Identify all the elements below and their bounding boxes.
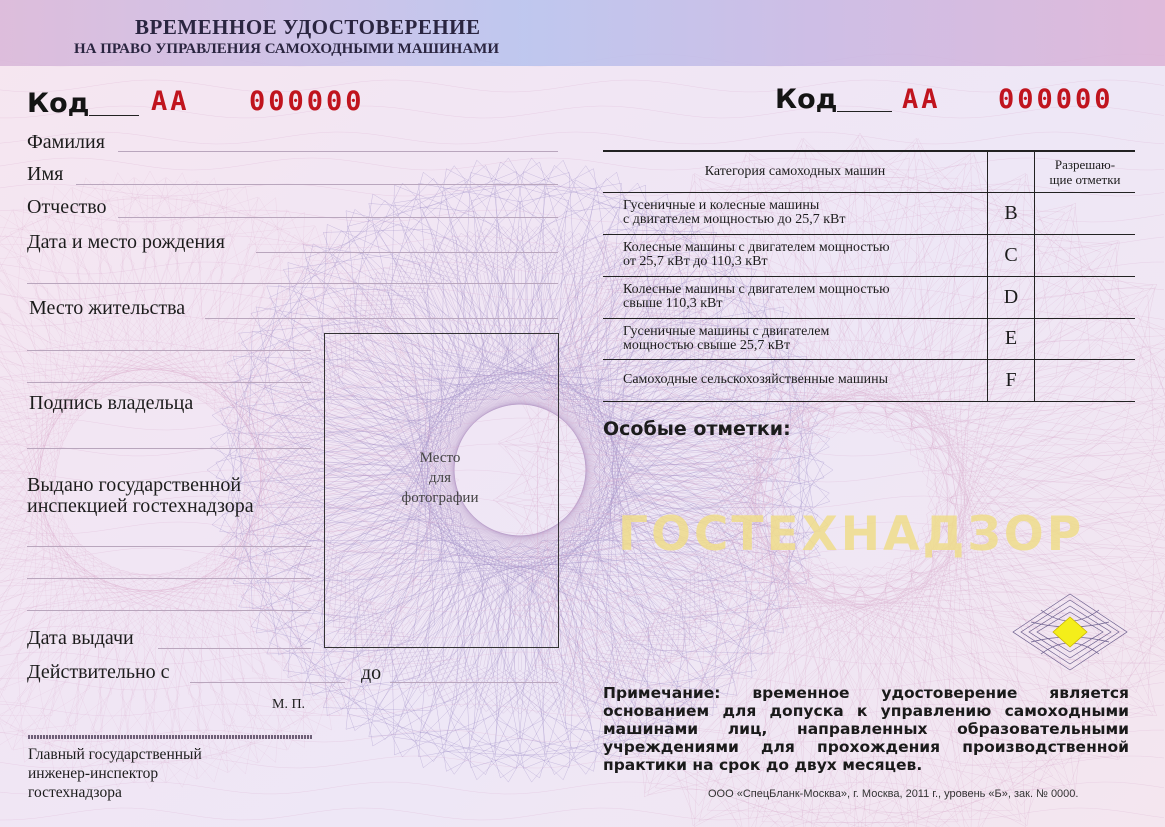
code-line-left — [89, 115, 139, 116]
signatory-block — [28, 745, 202, 802]
stamp-place-label: М. П. — [272, 697, 306, 712]
table-row — [603, 276, 1135, 318]
surname-field[interactable] — [118, 151, 558, 152]
table-row — [603, 318, 1135, 359]
code-number-right: 000000 — [998, 84, 1114, 115]
signature-microtext-line — [28, 735, 312, 739]
document-title: ВРЕМЕННОЕ УДОСТОВЕРЕНИЕ — [135, 15, 481, 39]
code-line-right — [837, 111, 892, 112]
code-series-right: АА — [902, 84, 941, 115]
name-label: Имя — [27, 163, 64, 185]
signatory-line-2: инженер-инспектор — [28, 765, 159, 782]
category-desc-line-1: Колесные машины с двигателем мощностью — [623, 282, 890, 297]
category-desc-line-1: Колесные машины с двигателем мощностью — [623, 240, 890, 255]
special-marks-label: Особые отметки: — [603, 418, 791, 440]
issue-date-field[interactable] — [158, 648, 311, 649]
code-label-left: Код — [27, 88, 90, 119]
header-letter — [988, 151, 1035, 192]
category-mark-cell[interactable] — [1035, 192, 1136, 234]
category-letter: C — [988, 234, 1035, 276]
issued-by-label-1: Выдано государственной — [27, 474, 242, 496]
publisher-imprint: ООО «СпецБланк-Москва», г. Москва, 2011 г., уровень «Б», зак. № 0000. — [708, 788, 1079, 800]
residence-field-3[interactable] — [27, 382, 311, 383]
category-desc-line-1: Самоходные сельскохозяйственные машины — [623, 372, 889, 387]
header-marks-line-1: Разрешаю- — [1054, 156, 1116, 172]
categories-table — [603, 150, 1135, 402]
valid-from-field[interactable] — [190, 682, 345, 683]
issued-by-field-1[interactable] — [27, 546, 311, 547]
birth-field-2[interactable] — [27, 283, 558, 284]
category-letter: F — [988, 359, 1035, 401]
birth-label: Дата и место рождения — [27, 231, 225, 253]
code-series-left: АА — [151, 86, 190, 117]
category-mark-cell[interactable] — [1035, 318, 1136, 359]
code-number-left: 000000 — [249, 86, 365, 117]
valid-to-label: до — [361, 662, 382, 684]
header-category: Категория самоходных машин — [603, 151, 988, 192]
category-mark-cell[interactable] — [1035, 276, 1136, 318]
residence-field-2[interactable] — [27, 350, 311, 351]
category-desc-line-2: от 25,7 кВт до 110,3 кВт — [623, 254, 768, 269]
owner-signature-label: Подпись владельца — [29, 392, 194, 414]
category-desc — [603, 318, 988, 359]
header-marks — [1035, 151, 1136, 192]
residence-field[interactable] — [205, 318, 558, 319]
code-label-right: Код — [775, 84, 838, 115]
category-desc — [603, 276, 988, 318]
photo-placeholder-text — [380, 448, 500, 508]
guilloche-wave — [0, 808, 1164, 820]
valid-from-label: Действительно с — [27, 661, 170, 683]
table-row — [603, 192, 1135, 234]
category-letter: D — [988, 276, 1035, 318]
photo-text-line-1: Место — [419, 450, 461, 466]
category-mark-cell[interactable] — [1035, 359, 1136, 401]
category-desc-line-2: с двигателем мощностью до 25,7 кВт — [623, 212, 846, 227]
security-emblem-icon — [1011, 592, 1129, 672]
table-header-row — [603, 151, 1135, 192]
table-row — [603, 234, 1135, 276]
category-desc-line-2: мощностью свыше 25,7 кВт — [623, 337, 791, 353]
photo-text-line-2: для — [428, 470, 452, 486]
category-letter: B — [988, 192, 1035, 234]
category-desc-line-1: Гусеничные и колесные машины — [623, 198, 820, 213]
signatory-line-3: гостехнадзора — [28, 784, 122, 801]
header-marks-line-2: щие отметки — [1049, 171, 1121, 187]
note-text: Примечание: временное удостоверение является основанием для допуска к управлению самоходными машинами лиц, направленных образовательными учреждениями для прохождения производственной практики на срок до двух месяцев. — [603, 684, 1129, 774]
patronymic-label: Отчество — [27, 196, 107, 218]
valid-to-field[interactable] — [390, 682, 558, 683]
birth-field[interactable] — [256, 252, 558, 253]
category-desc-line-2: свыше 110,3 кВт — [623, 296, 723, 311]
category-desc — [603, 359, 988, 401]
photo-text-line-3: фотографии — [401, 490, 479, 506]
document-subtitle: НА ПРАВО УПРАВЛЕНИЯ САМОХОДНЫМИ МАШИНАМИ — [74, 41, 500, 57]
category-desc — [603, 192, 988, 234]
category-desc-line-1: Гусеничные машины с двигателем — [623, 323, 830, 339]
category-mark-cell[interactable] — [1035, 234, 1136, 276]
issue-date-label: Дата выдачи — [27, 627, 134, 649]
guilloche-wave — [0, 132, 1164, 144]
signatory-line-1: Главный государственный — [28, 746, 202, 763]
name-field[interactable] — [76, 184, 558, 185]
issued-by-field-2[interactable] — [27, 578, 311, 579]
owner-signature-field[interactable] — [27, 448, 311, 449]
category-letter: E — [988, 318, 1035, 359]
table-row — [603, 359, 1135, 401]
patronymic-field[interactable] — [118, 217, 558, 218]
surname-label: Фамилия — [27, 131, 105, 153]
residence-label: Место жительства — [29, 297, 186, 319]
category-desc — [603, 234, 988, 276]
gostekhnadzor-watermark: ГОСТЕХНАДЗОР — [618, 507, 1085, 562]
issued-by-field-3[interactable] — [27, 610, 311, 611]
issued-by-label-2: инспекцией гостехнадзора — [27, 495, 254, 517]
